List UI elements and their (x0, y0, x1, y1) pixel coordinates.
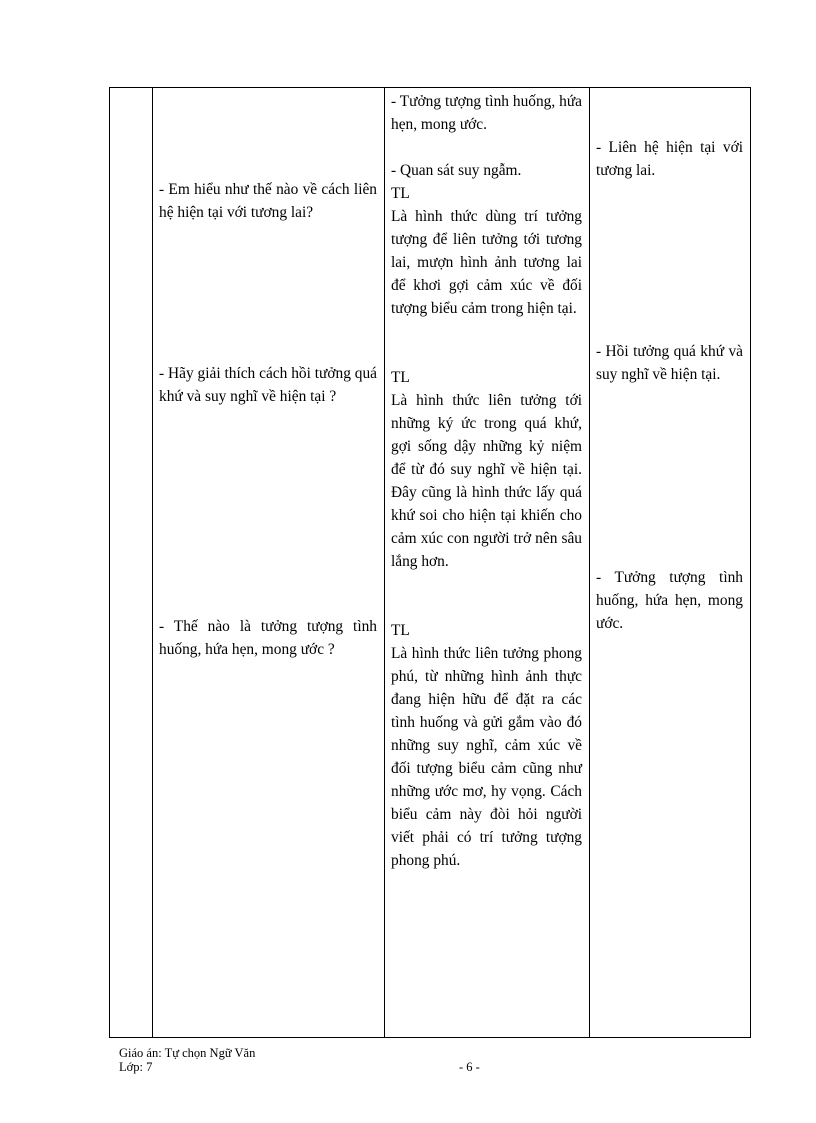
table-row (110, 88, 751, 1038)
footer-grade: Lớp: 7 (119, 1060, 153, 1074)
answer-1-text: Là hình thức dùng trí tưởng tượng để liên tưởng tới tương lai, mượn hình ảnh tương lai để khơi gợi cảm xúc về đối tượng biểu cảm trong hiện tại. (391, 208, 582, 317)
student-answers-cell (385, 88, 590, 1038)
answer-2-text: Là hình thức liên tưởng tới những ký ức trong quá khứ, gợi sống dậy những kỷ niệm để từ đó suy nghĩ về hiện tại. Đây cũng là hình thức lấy quá khứ soi cho hiện tại khiến cho cảm xúc con người trở nên sâu lắng hơn. (391, 392, 582, 570)
answer-intro: - Tưởng tượng tình huống, hứa hẹn, mong ước. (391, 93, 582, 133)
answer-3-text: Là hình thức liên tưởng phong phú, từ những hình ảnh thực đang hiện hữu để đặt ra các tình huống và gửi gắm vào đó những suy nghĩ, cảm xúc về đối tượng biểu cảm cũng như những ước mơ, hy vọng. Cách biểu cảm này đòi hỏi người viết phải có trí tưởng tượng phong phú. (391, 645, 582, 869)
note-imagine: - Tưởng tượng tình huống, hứa hẹn, mong ước. (596, 569, 743, 632)
question-past: - Hãy giải thích cách hồi tưởng quá khứ và suy nghĩ về hiện tại ? (159, 365, 377, 405)
page-number: - 6 - (459, 1060, 480, 1074)
question-future: - Em hiểu như thế nào về cách liên hệ hiện tại với tương lai? (159, 181, 377, 221)
blank-column-cell (110, 88, 153, 1038)
answer-intro-2: - Quan sát suy ngẫm. (391, 162, 522, 179)
notes-cell (590, 88, 751, 1038)
answer-2-label: TL (391, 369, 410, 386)
teacher-questions-cell (153, 88, 385, 1038)
answer-1-label: TL (391, 185, 410, 202)
answer-3-label: TL (391, 622, 410, 639)
lesson-table (109, 87, 751, 1038)
note-past: - Hồi tưởng quá khứ và suy nghĩ về hiện tại. (596, 343, 743, 383)
note-future: - Liên hệ hiện tại với tương lai. (596, 139, 743, 179)
footer-title: Giáo án: Tự chọn Ngữ Văn (119, 1046, 256, 1060)
question-imagine: - Thế nào là tưởng tượng tình huống, hứa hẹn, mong ước ? (159, 618, 377, 658)
